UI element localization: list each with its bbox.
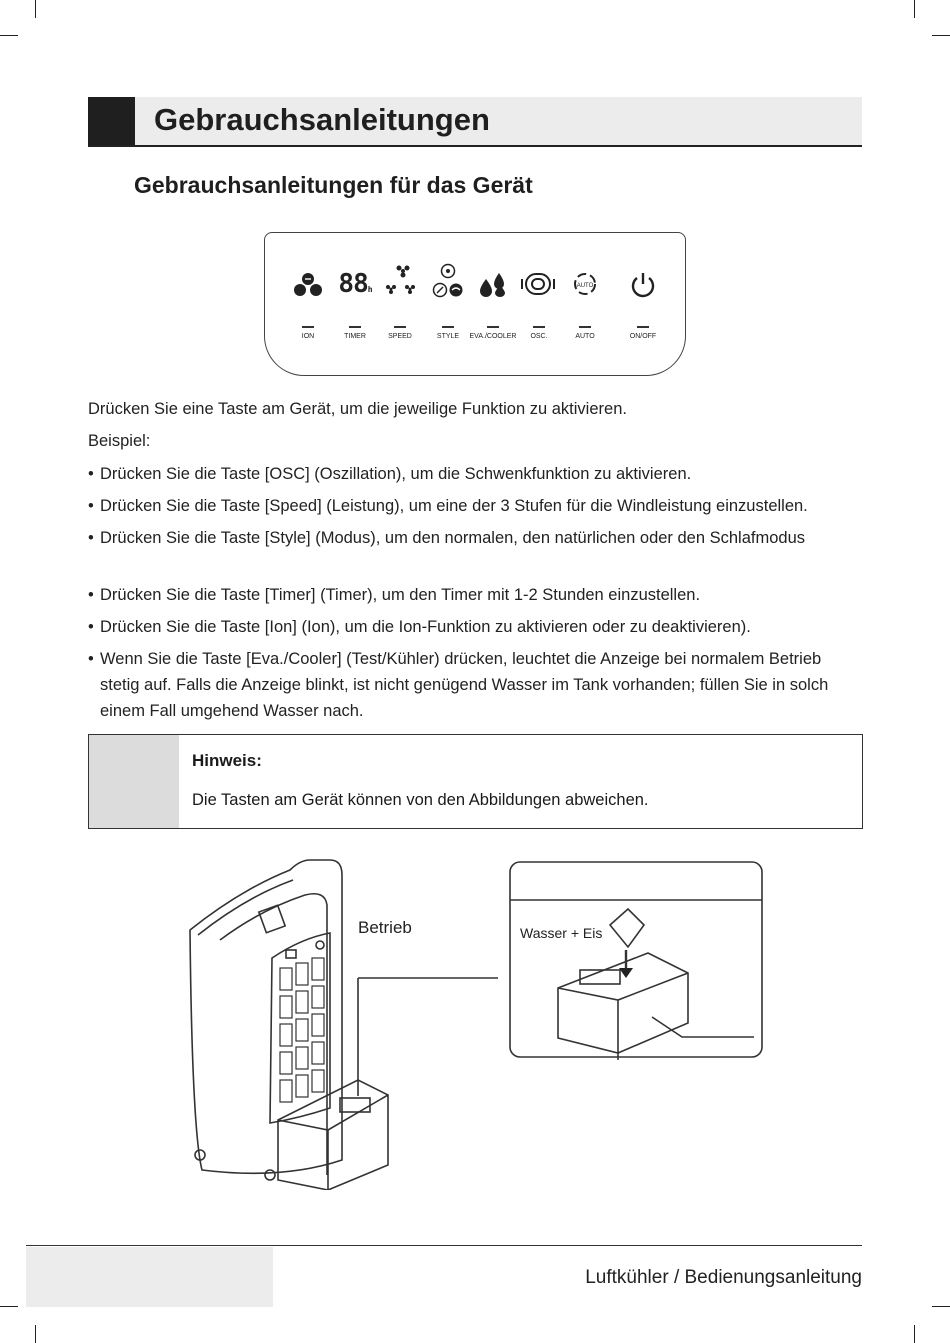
ion-icon — [293, 271, 323, 297]
air-cooler-illustration — [180, 850, 780, 1190]
panel-label: AUTO — [575, 333, 595, 340]
section-subtitle: Gebrauchsanleitungen für das Gerät — [134, 172, 533, 198]
timer-digits: 88 — [338, 269, 368, 299]
panel-label: OSC. — [530, 333, 548, 340]
style-icon — [431, 263, 465, 299]
power-icon — [629, 271, 657, 299]
crop-mark — [932, 1306, 950, 1307]
note-side-bar — [89, 735, 179, 828]
auto-icon-text: AUTO — [576, 283, 594, 289]
panel-button-on-off — [613, 326, 673, 340]
panel-label: ON/OFF — [629, 333, 657, 340]
crop-mark — [35, 1325, 36, 1343]
auto-icon — [571, 271, 599, 297]
list-item-text: Drücken Sie die Taste [OSC] (Oszillation), um die Schwenkfunktion zu aktivieren. — [100, 465, 692, 483]
panel-label: STYLE — [436, 333, 460, 340]
list-item-text: einem Fall umgehend Wasser nach. — [100, 702, 364, 720]
note-box — [88, 734, 863, 829]
intro-text: Drücken Sie eine Taste am Gerät, um die jeweilige Funktion zu aktivieren. — [88, 400, 627, 418]
control-panel-illustration — [264, 232, 686, 376]
section-header — [88, 97, 862, 147]
timer-display — [338, 269, 371, 299]
panel-button-auto — [555, 326, 615, 340]
header-block — [88, 97, 135, 145]
list-item: • Drücken Sie die Taste [Speed] (Leistung), um eine der 3 Stufen für die Windleistung einzustellen. — [88, 497, 808, 515]
crop-mark — [0, 35, 18, 36]
note-heading: Hinweis: — [192, 751, 262, 770]
list-item-text: stetig auf. Falls die Anzeige blinkt, ist nicht genügend Wasser im Tank vorhanden; füllen Sie in solch — [100, 676, 829, 694]
footer-divider — [26, 1245, 862, 1246]
list-item-text: Drücken Sie die Taste [Timer] (Timer), um den Timer mit 1-2 Stunden einzustellen. — [100, 586, 701, 604]
crop-mark — [932, 35, 950, 36]
panel-label: SPEED — [388, 333, 412, 340]
crop-mark — [914, 1325, 915, 1343]
list-item-text: Drücken Sie die Taste [Speed] (Leistung), um eine der 3 Stufen für die Windleistung einzustellen. — [100, 497, 808, 515]
osc-icon — [520, 271, 556, 297]
timer-unit: h — [367, 285, 372, 294]
footer-text: Luftkühler / Bedienungsanleitung — [585, 1267, 862, 1288]
label-water-ice: Wasser + Eis — [520, 925, 603, 941]
footer-page-box — [26, 1247, 273, 1307]
list-item: • Drücken Sie die Taste [Timer] (Timer), um den Timer mit 1-2 Stunden einzustellen. — [88, 586, 701, 604]
list-item-text: Drücken Sie die Taste [Ion] (Ion), um die Ion-Funktion zu aktivieren oder zu deaktivieren). — [100, 618, 751, 636]
speed-icon — [383, 263, 417, 297]
list-item: • Drücken Sie die Taste [Ion] (Ion), um die Ion-Funktion zu aktivieren oder zu deaktivieren). — [88, 618, 751, 636]
eva-cooler-icon — [478, 271, 508, 297]
list-item-text: Drücken Sie die Taste [Style] (Modus), um den normalen, den natürlichen oder den Schlafmodus — [100, 529, 805, 547]
list-item: • Drücken Sie die Taste [Style] (Modus), um den normalen, den natürlichen oder den Schlafmodus — [88, 529, 805, 547]
example-label: Beispiel: — [88, 432, 151, 450]
page-title: Gebrauchsanleitungen — [154, 102, 490, 137]
panel-label: TIMER — [344, 333, 366, 340]
crop-mark — [35, 0, 36, 18]
crop-mark — [914, 0, 915, 18]
panel-label: ION — [301, 333, 315, 340]
list-item: • Drücken Sie die Taste [OSC] (Oszillation), um die Schwenkfunktion zu aktivieren. — [88, 465, 692, 483]
note-text: Die Tasten am Gerät können von den Abbildungen abweichen. — [192, 791, 649, 809]
list-item-text: Wenn Sie die Taste [Eva./Cooler] (Test/Kühler) drücken, leuchtet die Anzeige bei normalem Betrieb — [100, 650, 822, 668]
crop-mark — [0, 1306, 18, 1307]
label-operation: Betrieb — [358, 918, 412, 937]
list-item: • Wenn Sie die Taste [Eva./Cooler] (Test/Kühler) drücken, leuchtet die Anzeige bei normalem Betrieb stetig auf. Falls die Anzeige blinkt, ist nicht genügend Wasser im Tank vorhanden; füllen Sie in solch einem Fall umgehend Wasser nach. — [88, 646, 858, 724]
panel-label: EVA./COOLER — [469, 333, 517, 340]
